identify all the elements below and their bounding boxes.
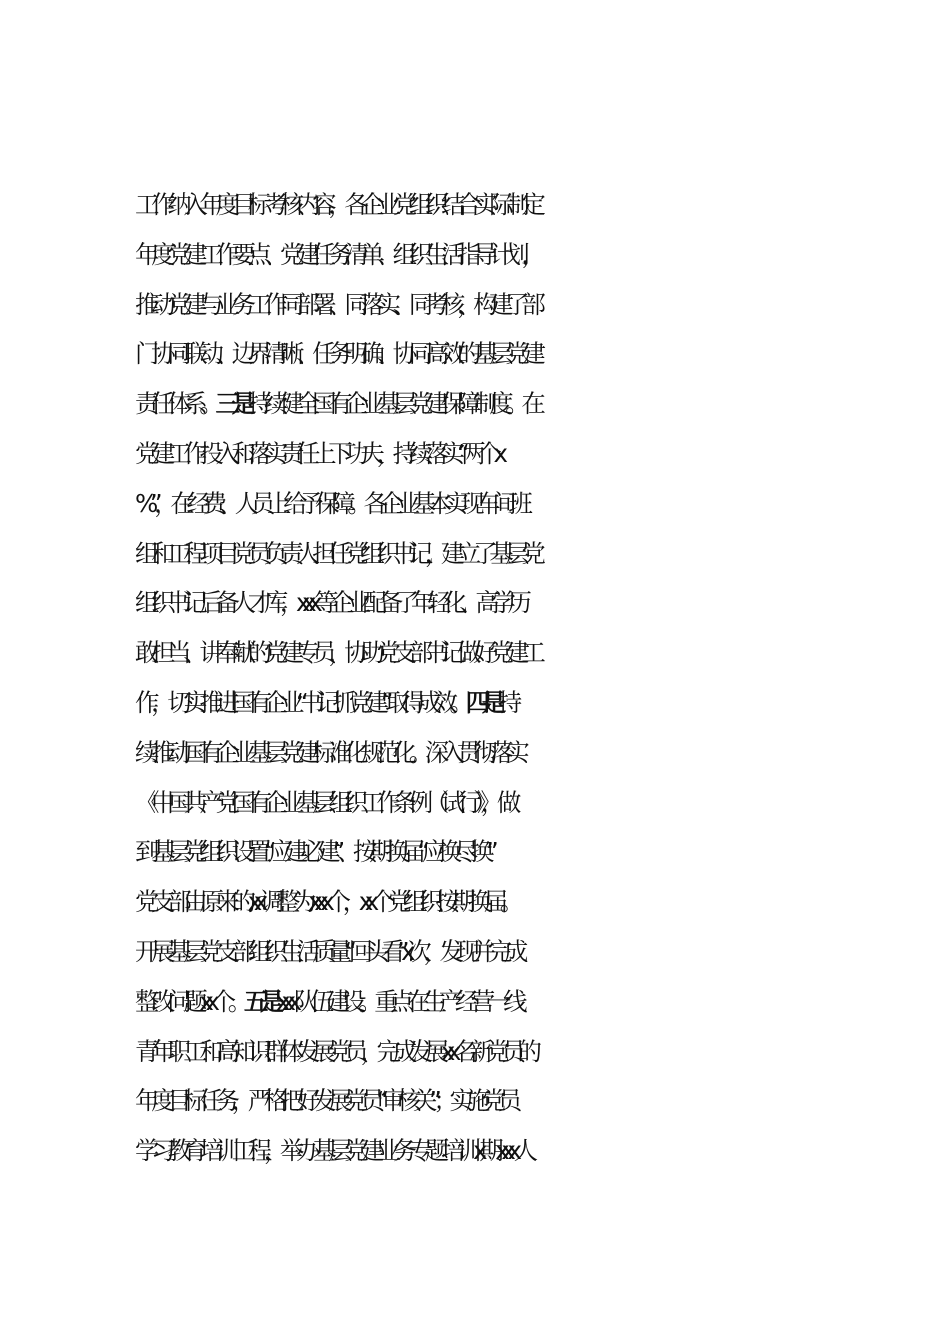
line-text: 持: [497, 687, 514, 717]
line-text: 《中国共产党国有企业基层组织工作条例（试行）》，做: [135, 787, 513, 817]
line-text: 整改问题xx个。: [135, 986, 244, 1016]
text-line: [135, 877, 855, 927]
text-line: [135, 977, 855, 1027]
text-line: [135, 230, 855, 280]
emphasis-text: 三是: [215, 389, 248, 419]
line-text: 年度目标任务，严格把好发展党员“审核关”；实施党员: [135, 1086, 514, 1116]
text-line: [135, 1126, 855, 1176]
emphasis-text: 四是: [465, 687, 498, 717]
body-paragraph: [135, 180, 855, 1176]
line-text: 推动党建与业务工作同部署、同落实、同考核，构建了部: [135, 289, 538, 319]
line-text: 组织书记后备人才库，xxx等企业配备了年轻化、高学历: [135, 588, 524, 618]
text-line: [135, 1076, 855, 1126]
text-line: [135, 479, 855, 529]
line-text: 学习教育培训工程，举办基层党建业务专题培训x期xxx人: [135, 1136, 530, 1166]
line-text: 责任体系。: [135, 389, 216, 419]
text-line: [135, 280, 855, 330]
text-line: [135, 778, 855, 828]
line-text: 持续健全国有企业基层党建保障制度。在: [247, 389, 538, 419]
line-text: 作，切实推进国有企业“书记抓党建”取得成效。: [135, 687, 466, 717]
line-text: x.xx队伍建设。重点在生产经营一线: [276, 986, 520, 1016]
line-text: %”，在经费、人员上给予保障。各企业基本实现车间班: [135, 488, 525, 518]
text-line: [135, 927, 855, 977]
line-text: 党建工作投入和落实责任上下功夫，持续落实“两个x: [135, 438, 500, 468]
text-line: [135, 429, 855, 479]
emphasis-text: 五是: [243, 986, 277, 1016]
text-line: [135, 1027, 855, 1077]
line-text: 续推动国有企业基层党建标准化规范化。深入贯彻落实: [135, 737, 522, 767]
text-line: [135, 529, 855, 579]
line-text: 到基层党组织设置“应建必建”、按期换届“应换尽换”: [135, 837, 491, 867]
text-line: [135, 827, 855, 877]
line-text: 工作纳入年度目标考核内容，各企业党组织结合实际制定: [135, 190, 538, 219]
line-text: 党支部由原来的xx调整为xxx个，xx个党组织按期换届。: [135, 887, 516, 917]
line-text: 开展基层党支部组织生活质量“回头看”x次，发现并完成: [135, 936, 520, 966]
line-text: 门协同联动、边界清晰、任务明确、协同高效的基层党建: [135, 339, 538, 369]
text-line: [135, 728, 855, 778]
line-text: 青年职工和高知识群体发展党员，完成发展xx名新党员的: [135, 1036, 534, 1066]
text-line: [135, 628, 855, 678]
text-line: [135, 379, 855, 429]
text-line: [135, 180, 855, 230]
text-line: [135, 678, 855, 728]
text-line: [135, 329, 855, 379]
line-text: 敢担当、讲奉献的党建专员，协助党支部书记做好党建工: [135, 638, 538, 668]
line-text: 组和工程项目党员负责人担任党组织书记，建立了基层党: [135, 538, 538, 568]
line-text: 年度党建工作要点、党建任务清单、组织生活指导计划，: [135, 239, 538, 269]
text-line: [135, 578, 855, 628]
